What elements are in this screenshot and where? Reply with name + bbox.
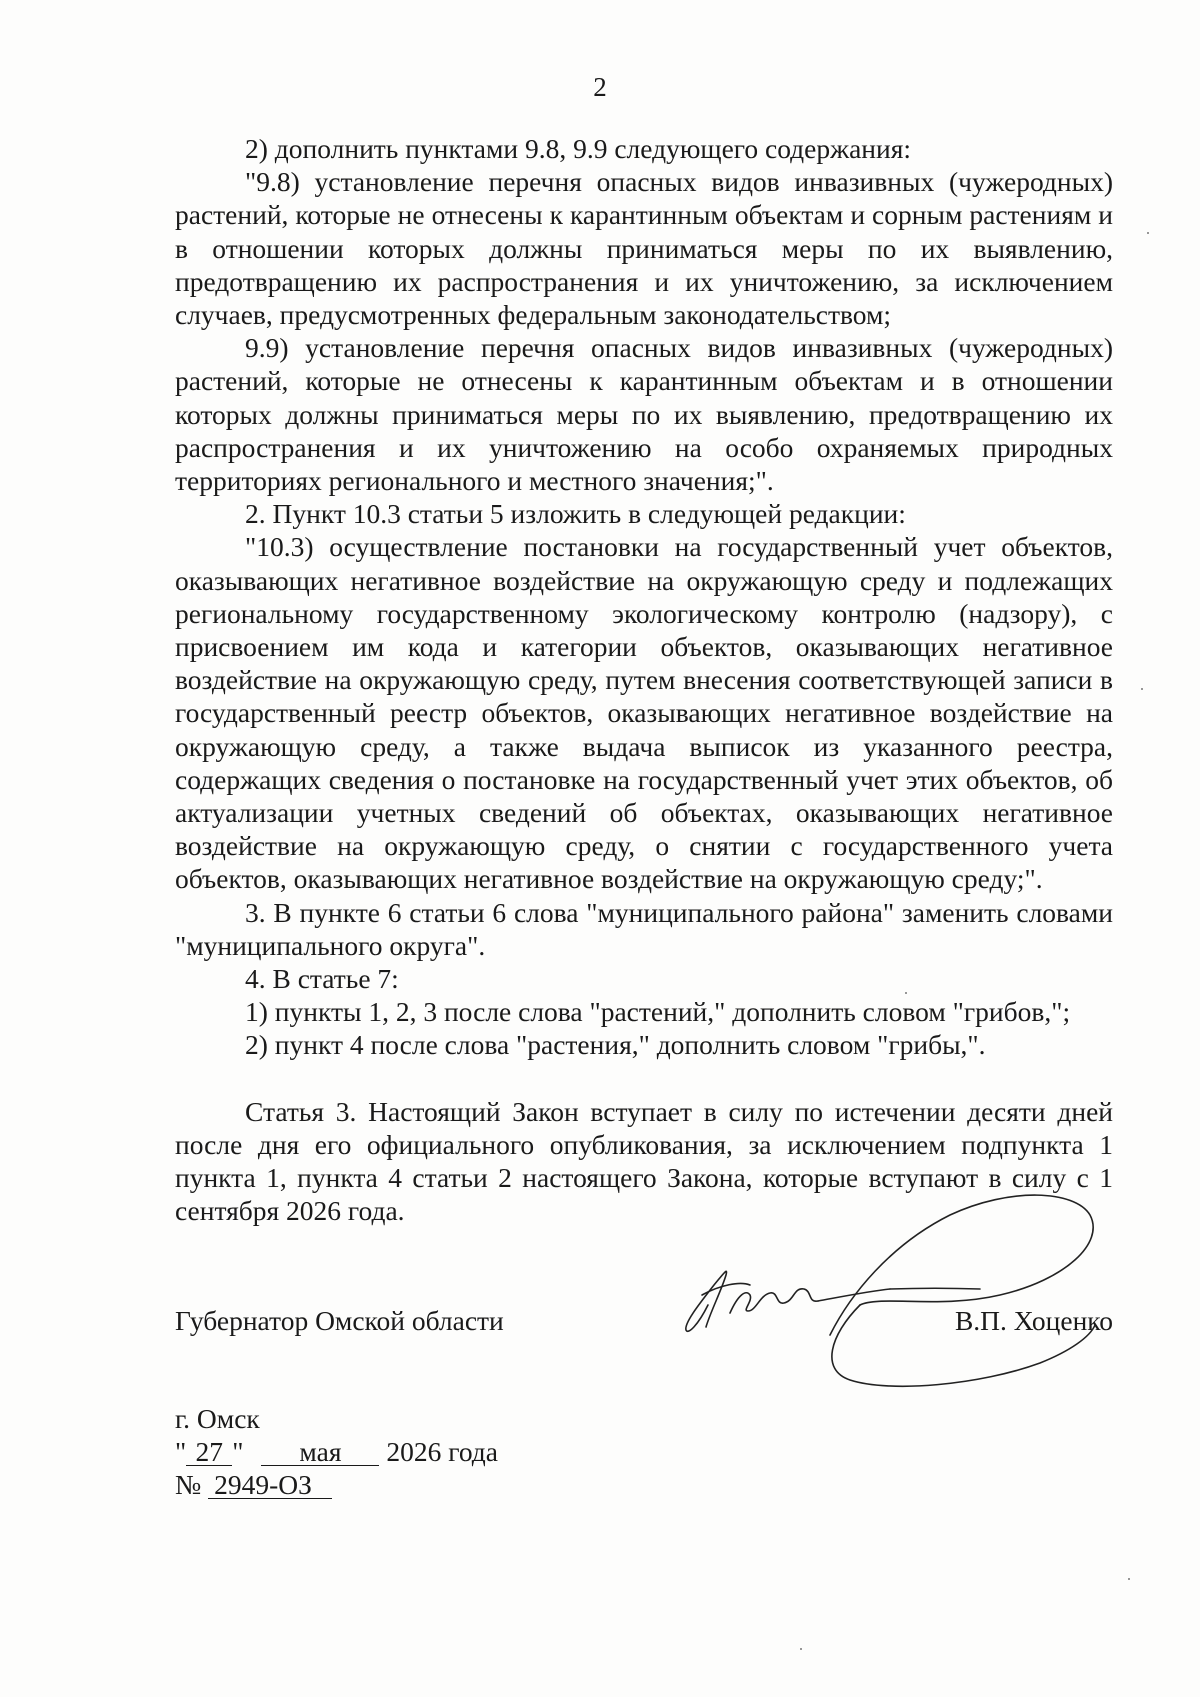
paragraph-item-9-8: "9.8) установление перечня опасных видов инвазивных (чужеродных) растений, которые не отнесены к карантинным объектам и сорным растениям и в отношении которых должны приниматься меры по их выявлению, предотвращению их распространения и их уничтожению, за исключением случаев, предусмотренных федеральным законодательством; [175,166,1113,331]
law-number: 2949-ОЗ [208,1471,332,1499]
number-sign: № [175,1469,202,1500]
date-line [175,1435,498,1468]
paragraph-point-4-item-1: 1) пункты 1, 2, 3 после слова "растений," дополнить словом "грибов,"; [245,996,1071,1028]
law-number-line [175,1468,498,1501]
article-3: Статья 3. Настоящий Закон вступает в силу по истечении десяти дней после дня его официального опубликования, за исключением подпункта 1 пункта 1, пункта 4 статьи 2 настоящего Закона, которые вступают в силу с 1 сентября 2026 года. [175,1095,1113,1227]
paragraph-point-3: 3. В пункте 6 статьи 6 слова "муниципального района" заменить словами "муниципального округа". [175,896,1113,961]
paragraph-point-4-item-2: 2) пункт 4 после слова "растения," дополнить словом "грибы,". [245,1029,986,1061]
paragraph-item-10-3: "10.3) осуществление постановки на государственный учет объектов, оказывающих негативное воздействие на окружающую среду и подлежащих региональному государственному экологическому контролю (надзору), с присвоением им кода и категории объектов, оказывающих негативное воздействие на окружающую среду, путем внесения соответствующей записи в государственный реестр объектов, оказывающих негативное воздействие на окружающую среду, а также выдача выписок из указанного реестра, содержащих сведения о постановке на государственный учет этих объектов, об актуализации учетных сведений об объектах, оказывающих негативное воздействие на окружающую среду, о снятии с государственного учета объектов, оказывающих негативное воздействие на окружающую среду;". [175,531,1113,895]
city-line: г. Омск [175,1403,260,1434]
date-day: 27 [186,1438,232,1466]
paragraph-point-4: 4. В статье 7: [245,963,399,995]
governor-name: В.П. Хоценко [954,1305,1113,1336]
paragraph-item-2-intro: 2) дополнить пунктами 9.8, 9.9 следующего содержания: [245,133,912,164]
handwritten-signature [680,1185,1120,1395]
date-year: 2026 года [386,1436,498,1467]
paragraph-point-2: 2. Пункт 10.3 статьи 5 изложить в следующей редакции: [245,498,906,530]
date-close-quote: " [232,1436,244,1467]
page-number: 2 [593,72,607,102]
date-month: мая [261,1438,379,1466]
paragraph-item-9-9: 9.9) установление перечня опасных видов инвазивных (чужеродных) растений, которые не отнесены к карантинным объектам и в отношении которых должны приниматься меры по их выявлению, предотвращению их распространения и их уничтожению на особо охраняемых природных территориях регионального и местного значения;". [175,332,1113,497]
governor-title: Губернатор Омской области [175,1305,504,1336]
place-and-date-block [175,1402,498,1501]
document-body [175,132,1113,1228]
date-open-quote: " [175,1436,187,1467]
